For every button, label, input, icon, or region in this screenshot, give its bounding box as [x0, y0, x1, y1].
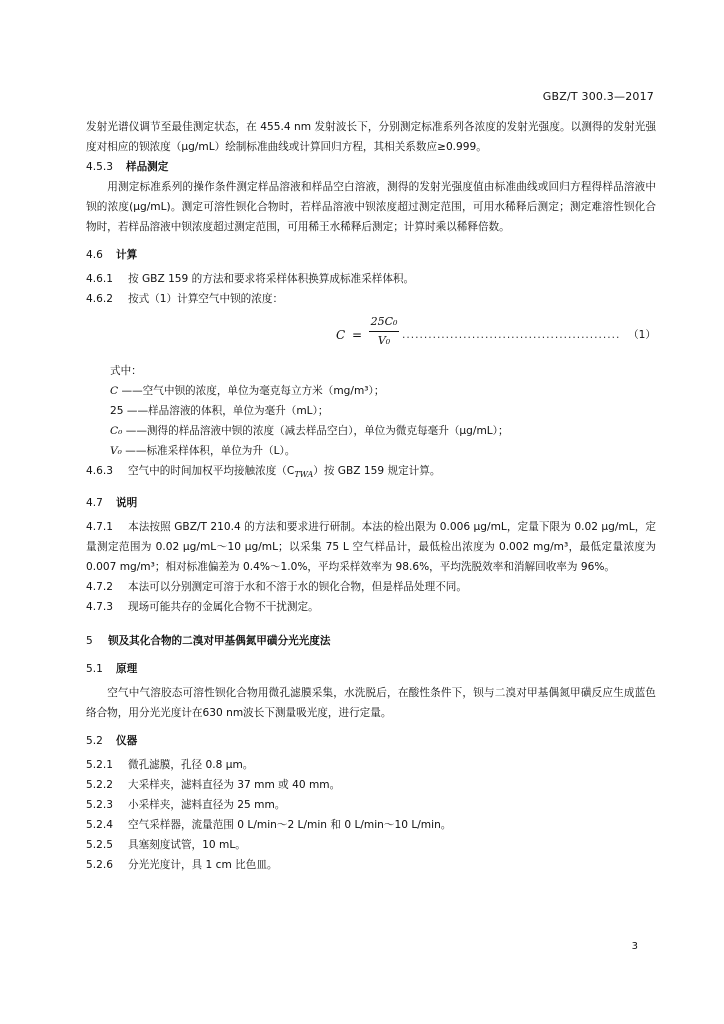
where-label: 式中： — [110, 365, 142, 377]
variable-description: ——标准采样体积，单位为升（L）。 — [125, 445, 296, 457]
item-number: 5.2.4 — [86, 819, 113, 832]
item-text: 分光光度计，具 1 cm 比色皿。 — [128, 859, 278, 872]
item-text: 具塞刻度试管，10 mL。 — [128, 839, 246, 852]
item-number: 4.7.2 — [86, 581, 113, 594]
item-text-continued: ）按 GBZ 159 规定计算。 — [313, 465, 441, 477]
item-number: 4.6.1 — [86, 273, 113, 285]
variable-description: ——测得的样品溶液中钡的浓度（减去样品空白），单位为微克每毫升（μg/mL）； — [125, 425, 509, 437]
formula-leader-dots: .................................................. — [402, 329, 621, 341]
section-4-6-1 — [86, 269, 656, 289]
section-number: 4.6 — [86, 249, 103, 261]
variable-symbol: V₀ — [110, 445, 122, 457]
formula-1 — [86, 313, 656, 359]
section-4-7-heading — [86, 493, 656, 513]
intro-paragraph: 发射光谱仪调节至最佳测定状态，在 455.4 nm 发射波长下，分别测定标准系列各浓度的发射光强度。以测得的发射光强度对相应的钡浓度（μg/mL）绘制标准曲线或计算回归方程，其相关系数应≥0.999。 — [86, 121, 656, 153]
section-5-2-heading — [86, 731, 656, 751]
section-title: 样品测定 — [126, 161, 169, 173]
instrument-item — [86, 855, 656, 875]
twa-subscript: TWA — [294, 470, 314, 480]
variable-symbol: C — [110, 385, 119, 397]
variable-symbol: C₀ — [110, 425, 123, 437]
section-number: 5 — [86, 635, 93, 648]
section-4-6-heading — [86, 245, 656, 265]
section-4-7-2 — [86, 577, 656, 597]
item-text: 本法可以分别测定可溶于水和不溶于水的钡化合物，但是样品处理不同。 — [128, 581, 467, 594]
formula-number: （1） — [628, 329, 656, 341]
item-number: 5.2.3 — [86, 799, 113, 812]
section-title: 钡及其化合物的二溴对甲基偶氮甲磺分光光度法 — [108, 635, 331, 648]
item-number: 4.7.1 — [86, 521, 113, 534]
section-5-heading — [86, 631, 656, 651]
variable-description: ——空气中钡的浓度，单位为毫克每立方米（mg/m³）； — [121, 385, 385, 397]
item-text: 按 GBZ 159 的方法和要求将采样体积换算成标准采样体积。 — [128, 273, 415, 285]
instrument-item — [86, 775, 656, 795]
section-number: 4.5.3 — [86, 161, 113, 173]
variable-row — [86, 441, 656, 461]
item-text: 微孔滤膜，孔径 0.8 μm。 — [128, 759, 254, 772]
variable-row — [86, 381, 656, 401]
section-4-7-1 — [86, 517, 656, 577]
document-body — [86, 117, 656, 875]
item-text: 空气采样器，流量范围 0 L/min～2 L/min 和 0 L/min～10 L/min。 — [128, 819, 452, 832]
section-4-5-3-paragraph: 用测定标准系列的操作条件测定样品溶液和样品空白溶液，测得的发射光强度值由标准曲线或回归方程得样品溶液中钡的浓度(μg/mL)。测定可溶性钡化合物时，若样品溶液中钡浓度超过测定范围，可用水稀释后测定；测定难溶性钡化合物时，若样品溶液中钡浓度超过测定范围，可用稀王水稀释后测定；计算时乘以稀释倍数。 — [86, 181, 656, 233]
item-text: 大采样夹，滤料直径为 37 mm 或 40 mm。 — [128, 779, 341, 792]
item-number: 4.6.2 — [86, 293, 113, 305]
item-number: 5.2.5 — [86, 839, 113, 852]
section-title: 原理 — [116, 663, 138, 676]
variable-list — [86, 381, 656, 461]
item-text: 空气中的时间加权平均接触浓度（C — [128, 465, 295, 477]
section-number: 4.7 — [86, 497, 103, 510]
formula-fraction — [369, 313, 399, 350]
instrument-item — [86, 835, 656, 855]
document-code: GBZ/T 300.3—2017 — [542, 90, 654, 103]
item-number: 5.2.1 — [86, 759, 113, 772]
instrument-item — [86, 795, 656, 815]
section-title: 说明 — [116, 497, 138, 510]
variable-row — [86, 421, 656, 441]
item-text: 现场可能共存的金属化合物不干扰测定。 — [128, 601, 319, 614]
item-text: 按式（1）计算空气中钡的浓度： — [128, 293, 284, 305]
page-number: 3 — [631, 941, 638, 952]
item-number: 5.2.6 — [86, 859, 113, 872]
section-number: 5.2 — [86, 735, 103, 748]
instrument-item — [86, 755, 656, 775]
section-5-1-paragraph: 空气中气溶胶态可溶性钡化合物用微孔滤膜采集，水洗脱后，在酸性条件下，钡与二溴对甲基偶氮甲磺反应生成蓝色络合物，用分光光度计在630 nm波长下测量吸光度，进行定量。 — [86, 687, 656, 720]
formula-denominator: V₀ — [377, 334, 391, 347]
section-number: 5.1 — [86, 663, 103, 676]
section-5-1-heading — [86, 659, 656, 679]
formula-equals: = — [352, 328, 363, 342]
section-title: 计算 — [116, 249, 138, 261]
item-number: 4.6.3 — [86, 465, 113, 477]
variable-description: ——样品溶液的体积，单位为毫升（mL）； — [126, 405, 329, 417]
section-4-6-3 — [86, 461, 656, 485]
section-4-6-2 — [86, 289, 656, 309]
item-text: 小采样夹，滤料直径为 25 mm。 — [128, 799, 286, 812]
section-4-7-3 — [86, 597, 656, 617]
formula-lhs: C — [336, 328, 346, 342]
variable-symbol: 25 — [110, 405, 124, 417]
item-number: 4.7.3 — [86, 601, 113, 614]
section-title: 仪器 — [116, 735, 138, 748]
variable-row — [86, 401, 656, 421]
section-4-5-3-heading — [86, 157, 656, 177]
formula-numerator: 25C₀ — [370, 315, 398, 328]
item-number: 5.2.2 — [86, 779, 113, 792]
instrument-item — [86, 815, 656, 835]
item-text: 本法按照 GBZ/T 210.4 的方法和要求进行研制。本法的检出限为 0.006 μg/mL，定量下限为 0.02 μg/mL，定量测定范围为 0.02 μg/mL～10 μg/mL；以采集 75 L 空气样品计，最低检出浓度为 0.002 mg/m³，最低定量浓度为 0.007 mg/m³；相对标准偏差为 0.4%～1.0%，平均采样效率为 98.6%，平均洗脱效率和消解回收率为 96%。 — [86, 521, 656, 574]
